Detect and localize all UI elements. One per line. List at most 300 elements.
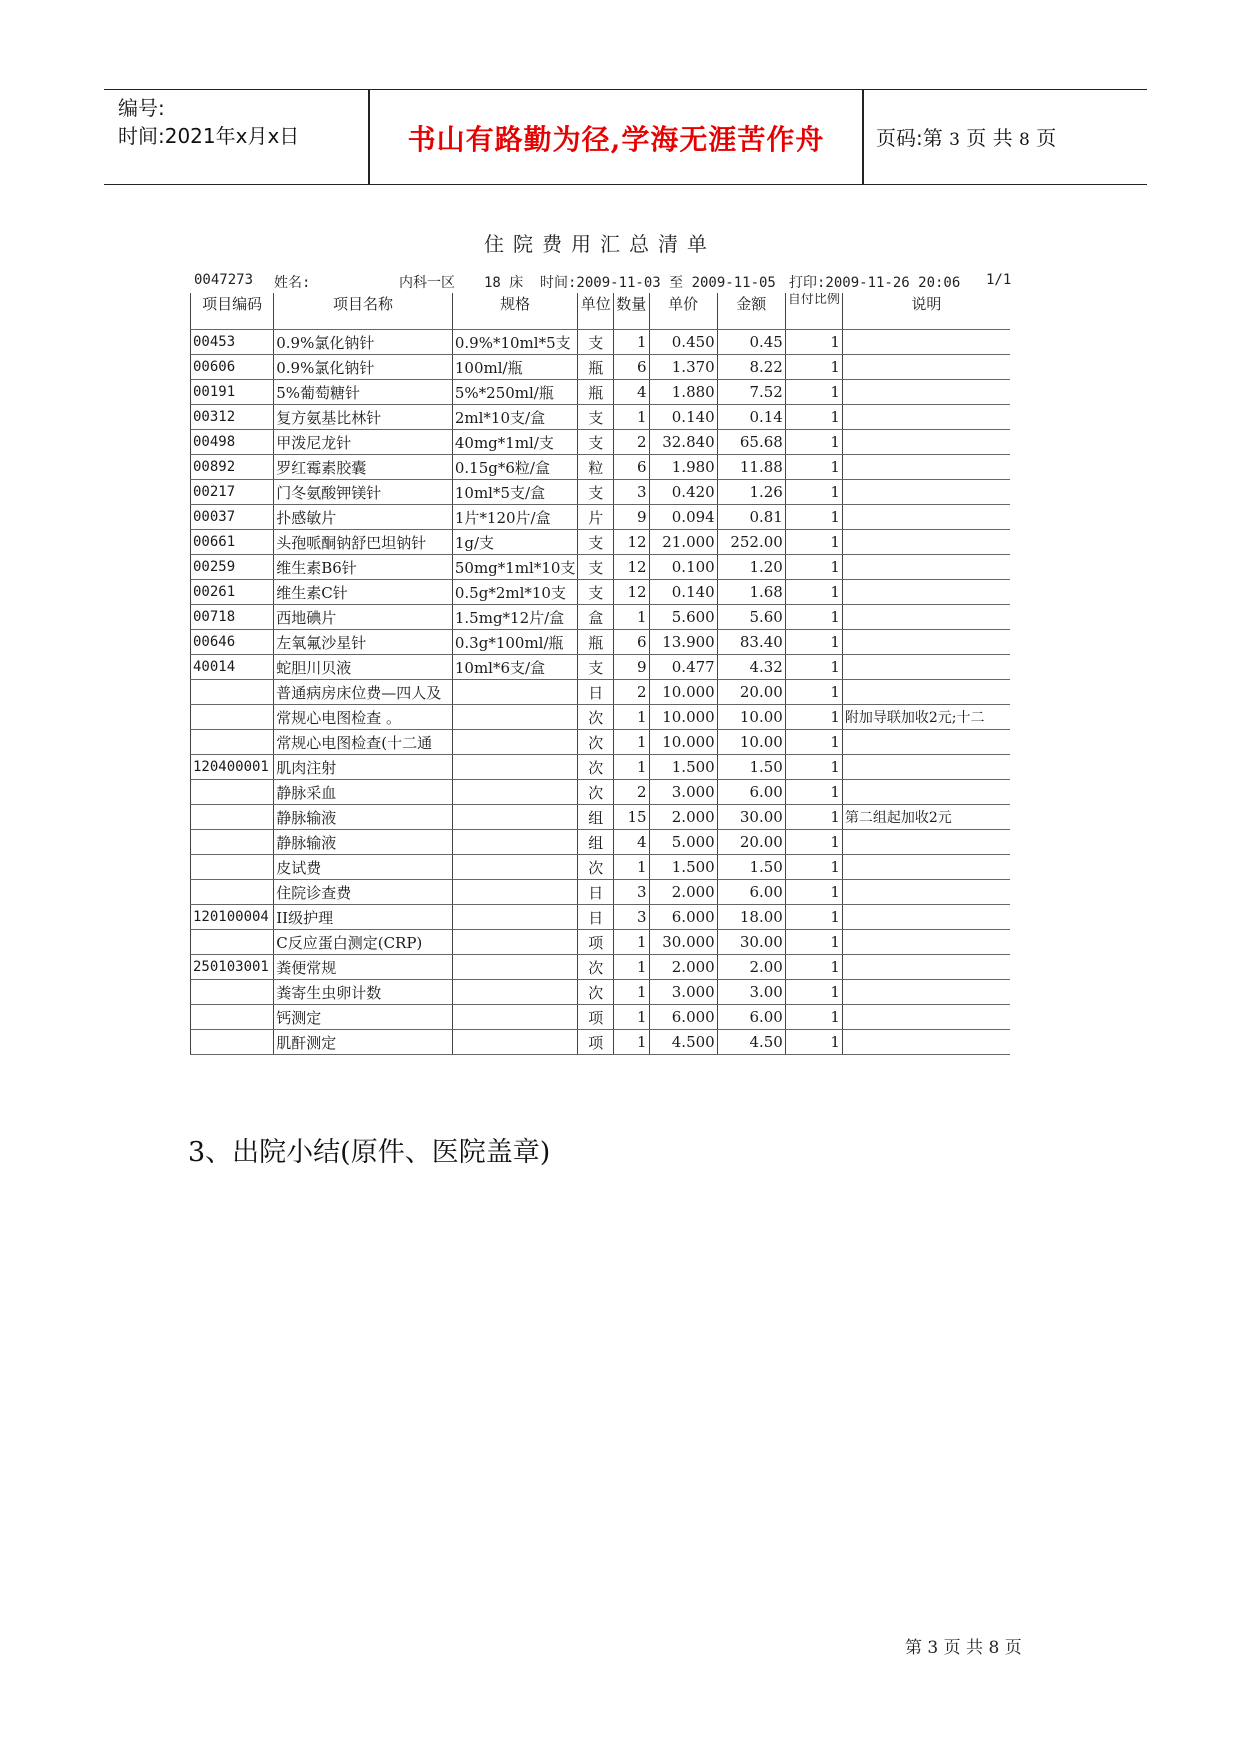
- table-cell: 5%葡萄糖针: [274, 380, 453, 405]
- table-cell: [191, 980, 274, 1005]
- table-cell: 1: [785, 505, 842, 530]
- table-cell: 支: [578, 480, 614, 505]
- table-cell: 15: [614, 805, 650, 830]
- table-cell: [191, 705, 274, 730]
- table-row: [191, 880, 1011, 905]
- table-cell: 10.00: [717, 705, 785, 730]
- table-cell: 1: [785, 430, 842, 455]
- table-cell: 3.000: [649, 980, 717, 1005]
- table-cell: C反应蛋白测定(CRP): [274, 930, 453, 955]
- table-cell: 1: [785, 330, 842, 355]
- table-cell: 支: [578, 655, 614, 680]
- table-cell: 日: [578, 880, 614, 905]
- table-cell: 1: [614, 405, 650, 430]
- column-header: 单价: [649, 293, 717, 330]
- table-cell: 2.000: [649, 955, 717, 980]
- table-cell: 盒: [578, 605, 614, 630]
- table-cell: 日: [578, 905, 614, 930]
- table-cell: 5.600: [649, 605, 717, 630]
- table-row: [191, 780, 1011, 805]
- table-cell: 40014: [191, 655, 274, 680]
- table-cell: 1: [785, 605, 842, 630]
- table-cell: 0.100: [649, 555, 717, 580]
- table-cell: 组: [578, 830, 614, 855]
- table-cell: 12: [614, 530, 650, 555]
- table-cell: 1: [785, 405, 842, 430]
- table-cell: 门冬氨酸钾镁针: [274, 480, 453, 505]
- table-cell: 0.9%氯化钠针: [274, 355, 453, 380]
- table-cell: 0.420: [649, 480, 717, 505]
- table-cell: 1: [785, 705, 842, 730]
- table-cell: [842, 1030, 1010, 1055]
- table-cell: 蛇胆川贝液: [274, 655, 453, 680]
- table-cell: [842, 880, 1010, 905]
- table-cell: 1.50: [717, 755, 785, 780]
- table-cell: 00217: [191, 480, 274, 505]
- table-cell: [452, 980, 578, 1005]
- table-cell: 2.000: [649, 880, 717, 905]
- table-row: [191, 380, 1011, 405]
- table-cell: [842, 755, 1010, 780]
- table-cell: 维生素B6针: [274, 555, 453, 580]
- table-cell: 片: [578, 505, 614, 530]
- table-row: [191, 505, 1011, 530]
- column-header: 规格: [452, 293, 578, 330]
- table-cell: 0.140: [649, 405, 717, 430]
- table-cell: [842, 655, 1010, 680]
- table-cell: 10.000: [649, 680, 717, 705]
- table-cell: 左氧氟沙星针: [274, 630, 453, 655]
- table-cell: 1: [785, 880, 842, 905]
- table-cell: 住院诊查费: [274, 880, 453, 905]
- table-cell: 1.500: [649, 755, 717, 780]
- table-cell: 5.000: [649, 830, 717, 855]
- table-cell: [842, 780, 1010, 805]
- table-cell: [842, 855, 1010, 880]
- footer-current: 3: [927, 1638, 939, 1658]
- table-cell: 21.000: [649, 530, 717, 555]
- table-cell: 1片*120片/盒: [452, 505, 578, 530]
- table-cell: [842, 480, 1010, 505]
- table-cell: 皮试费: [274, 855, 453, 880]
- table-cell: 1.68: [717, 580, 785, 605]
- header-page-indicator: [876, 122, 1056, 151]
- page-footer: [905, 1633, 1022, 1658]
- table-cell: 4.500: [649, 1030, 717, 1055]
- table-cell: 1: [614, 605, 650, 630]
- table-row: [191, 405, 1011, 430]
- table-cell: [452, 905, 578, 930]
- table-cell: 1.20: [717, 555, 785, 580]
- table-cell: [191, 680, 274, 705]
- table-row: [191, 930, 1011, 955]
- table-cell: 7.52: [717, 380, 785, 405]
- table-cell: 00892: [191, 455, 274, 480]
- table-cell: [452, 805, 578, 830]
- table-cell: [191, 855, 274, 880]
- table-cell: 6.000: [649, 1005, 717, 1030]
- table-cell: 普通病房床位费—四人及: [274, 680, 453, 705]
- table-cell: 30.000: [649, 930, 717, 955]
- table-cell: 扑感敏片: [274, 505, 453, 530]
- table-cell: 0.45: [717, 330, 785, 355]
- table-cell: 1: [614, 955, 650, 980]
- table-cell: [452, 730, 578, 755]
- table-cell: 1: [614, 930, 650, 955]
- table-cell: 支: [578, 330, 614, 355]
- fee-table-header: [191, 293, 1011, 330]
- column-header: 项目名称: [274, 293, 453, 330]
- table-cell: 3: [614, 880, 650, 905]
- table-row: [191, 555, 1011, 580]
- table-cell: 静脉输液: [274, 830, 453, 855]
- table-cell: 甲泼尼龙针: [274, 430, 453, 455]
- table-cell: 3: [614, 905, 650, 930]
- table-cell: 0.477: [649, 655, 717, 680]
- footer-suffix: 页: [1004, 1638, 1022, 1658]
- table-row: [191, 680, 1011, 705]
- table-cell: 32.840: [649, 430, 717, 455]
- table-cell: 2: [614, 680, 650, 705]
- table-cell: 00312: [191, 405, 274, 430]
- table-cell: 1: [785, 655, 842, 680]
- table-row: [191, 830, 1011, 855]
- table-cell: 粒: [578, 455, 614, 480]
- column-header: 说明: [842, 293, 1010, 330]
- table-cell: 1.5mg*12片/盒: [452, 605, 578, 630]
- bed-number: 18 床: [484, 275, 524, 291]
- table-cell: 西地碘片: [274, 605, 453, 630]
- column-header: 单位: [578, 293, 614, 330]
- table-cell: [842, 455, 1010, 480]
- table-cell: 20.00: [717, 830, 785, 855]
- table-cell: 252.00: [717, 530, 785, 555]
- table-cell: 5%*250ml/瓶: [452, 380, 578, 405]
- document-header: [104, 89, 1147, 185]
- table-cell: 1: [785, 630, 842, 655]
- number-label: 编号:: [118, 96, 165, 120]
- table-cell: 6.00: [717, 780, 785, 805]
- table-row: [191, 455, 1011, 480]
- footer-mid: 页 共: [943, 1638, 984, 1658]
- table-cell: 附加导联加收2元;十二: [842, 705, 1010, 730]
- table-cell: 3.000: [649, 780, 717, 805]
- table-cell: 6: [614, 355, 650, 380]
- table-cell: 1.26: [717, 480, 785, 505]
- footer-prefix: 第: [905, 1638, 922, 1658]
- table-cell: 10.00: [717, 730, 785, 755]
- table-cell: 1: [785, 930, 842, 955]
- table-cell: 项: [578, 930, 614, 955]
- table-cell: 1: [614, 980, 650, 1005]
- table-cell: 4: [614, 380, 650, 405]
- table-cell: 3: [614, 480, 650, 505]
- fee-table: [190, 293, 1010, 1055]
- table-cell: 1.50: [717, 855, 785, 880]
- table-row: [191, 1005, 1011, 1030]
- table-cell: 1.370: [649, 355, 717, 380]
- table-cell: 9: [614, 505, 650, 530]
- table-cell: 粪便常规: [274, 955, 453, 980]
- table-cell: [191, 930, 274, 955]
- table-cell: 30.00: [717, 930, 785, 955]
- table-cell: 2: [614, 430, 650, 455]
- table-cell: 10.000: [649, 705, 717, 730]
- table-cell: 20.00: [717, 680, 785, 705]
- table-cell: 维生素C针: [274, 580, 453, 605]
- table-cell: 0.3g*100ml/瓶: [452, 630, 578, 655]
- table-cell: 2: [614, 780, 650, 805]
- table-row: [191, 905, 1011, 930]
- table-cell: 次: [578, 780, 614, 805]
- table-cell: 1: [614, 730, 650, 755]
- table-cell: 1: [614, 1005, 650, 1030]
- table-row: [191, 730, 1011, 755]
- table-cell: 1: [785, 855, 842, 880]
- page-prefix: 页码:第: [876, 126, 943, 150]
- table-cell: 1: [614, 755, 650, 780]
- table-cell: 瓶: [578, 380, 614, 405]
- table-row: [191, 955, 1011, 980]
- table-cell: 钙测定: [274, 1005, 453, 1030]
- table-row: [191, 330, 1011, 355]
- table-cell: 粪寄生虫卵计数: [274, 980, 453, 1005]
- table-cell: 00661: [191, 530, 274, 555]
- table-cell: [842, 830, 1010, 855]
- table-cell: 12: [614, 580, 650, 605]
- column-header: 金额: [717, 293, 785, 330]
- table-row: [191, 355, 1011, 380]
- table-cell: 1: [785, 980, 842, 1005]
- table-cell: [191, 780, 274, 805]
- table-cell: 1.980: [649, 455, 717, 480]
- table-row: [191, 430, 1011, 455]
- table-cell: 0.14: [717, 405, 785, 430]
- table-cell: 项: [578, 1005, 614, 1030]
- table-cell: 00261: [191, 580, 274, 605]
- table-cell: [842, 505, 1010, 530]
- table-cell: 1: [785, 805, 842, 830]
- table-cell: 支: [578, 405, 614, 430]
- table-cell: [842, 930, 1010, 955]
- table-cell: 6.00: [717, 880, 785, 905]
- table-row: [191, 480, 1011, 505]
- table-cell: 00606: [191, 355, 274, 380]
- table-row: [191, 805, 1011, 830]
- table-cell: [452, 780, 578, 805]
- table-cell: [842, 380, 1010, 405]
- table-cell: 10ml*6支/盒: [452, 655, 578, 680]
- table-cell: 0.15g*6粒/盒: [452, 455, 578, 480]
- table-cell: 支: [578, 580, 614, 605]
- table-cell: 1.500: [649, 855, 717, 880]
- table-cell: 0.9%氯化钠针: [274, 330, 453, 355]
- table-cell: 2.000: [649, 805, 717, 830]
- table-cell: 1: [785, 580, 842, 605]
- table-cell: 次: [578, 705, 614, 730]
- table-cell: 00453: [191, 330, 274, 355]
- table-cell: [842, 730, 1010, 755]
- table-cell: 18.00: [717, 905, 785, 930]
- table-cell: [452, 705, 578, 730]
- table-cell: 常规心电图检查 。: [274, 705, 453, 730]
- table-cell: [452, 880, 578, 905]
- table-cell: 1: [785, 455, 842, 480]
- column-header: 项目编码: [191, 293, 274, 330]
- table-cell: 1: [614, 330, 650, 355]
- table-cell: 10.000: [649, 730, 717, 755]
- table-cell: 0.81: [717, 505, 785, 530]
- table-cell: 4.50: [717, 1030, 785, 1055]
- table-cell: 6.00: [717, 1005, 785, 1030]
- table-cell: [191, 1005, 274, 1030]
- table-cell: 0.5g*2ml*10支: [452, 580, 578, 605]
- table-cell: [191, 730, 274, 755]
- table-cell: [842, 330, 1010, 355]
- table-cell: 8.22: [717, 355, 785, 380]
- table-cell: 00191: [191, 380, 274, 405]
- table-cell: [842, 955, 1010, 980]
- table-cell: 静脉输液: [274, 805, 453, 830]
- table-cell: 2.00: [717, 955, 785, 980]
- table-row: [191, 980, 1011, 1005]
- table-cell: 1: [785, 1005, 842, 1030]
- table-cell: 0.094: [649, 505, 717, 530]
- table-cell: [842, 905, 1010, 930]
- table-cell: 10ml*5支/盒: [452, 480, 578, 505]
- footer-total: 8: [988, 1638, 1000, 1658]
- section-discharge-summary: 3、出院小结(原件、医院盖章): [188, 1137, 551, 1168]
- table-cell: 次: [578, 980, 614, 1005]
- table-cell: 1: [785, 780, 842, 805]
- table-cell: 9: [614, 655, 650, 680]
- table-cell: 1: [614, 1030, 650, 1055]
- table-cell: [842, 430, 1010, 455]
- table-cell: [842, 630, 1010, 655]
- table-cell: 120400001: [191, 755, 274, 780]
- header-left: [118, 94, 299, 150]
- table-cell: 肌酐测定: [274, 1030, 453, 1055]
- name-label: 姓名:: [274, 275, 311, 291]
- table-cell: 瓶: [578, 355, 614, 380]
- table-cell: 00498: [191, 430, 274, 455]
- table-cell: 组: [578, 805, 614, 830]
- table-cell: 0.140: [649, 580, 717, 605]
- table-cell: 1: [785, 730, 842, 755]
- table-row: [191, 1030, 1011, 1055]
- table-cell: [842, 980, 1010, 1005]
- table-row: [191, 655, 1011, 680]
- table-row: [191, 580, 1011, 605]
- table-cell: 支: [578, 430, 614, 455]
- table-cell: [842, 580, 1010, 605]
- header-motto: 书山有路勤为径,学海无涯苦作舟: [407, 123, 825, 156]
- table-row: [191, 855, 1011, 880]
- table-cell: [842, 680, 1010, 705]
- table-cell: 1: [785, 530, 842, 555]
- list-title: 住院费用汇总清单: [484, 232, 716, 256]
- table-cell: 00718: [191, 605, 274, 630]
- table-cell: [452, 680, 578, 705]
- table-cell: 65.68: [717, 430, 785, 455]
- table-cell: 1: [785, 480, 842, 505]
- table-cell: 4.32: [717, 655, 785, 680]
- table-cell: 1: [614, 855, 650, 880]
- table-cell: 瓶: [578, 630, 614, 655]
- table-cell: [842, 605, 1010, 630]
- table-cell: II级护理: [274, 905, 453, 930]
- header-divider: [862, 90, 864, 184]
- table-cell: [452, 855, 578, 880]
- table-cell: 2ml*10支/盒: [452, 405, 578, 430]
- table-cell: 6.000: [649, 905, 717, 930]
- table-cell: [452, 1005, 578, 1030]
- table-cell: 静脉采血: [274, 780, 453, 805]
- table-cell: 1: [614, 705, 650, 730]
- table-cell: 次: [578, 755, 614, 780]
- list-page: 1/1: [986, 272, 1012, 288]
- table-row: [191, 705, 1011, 730]
- page-mid: 页 共: [966, 126, 1013, 150]
- table-cell: 1: [785, 905, 842, 930]
- table-cell: 次: [578, 955, 614, 980]
- table-cell: 次: [578, 855, 614, 880]
- table-cell: 复方氨基比林针: [274, 405, 453, 430]
- fee-table-body: [191, 330, 1011, 1055]
- table-cell: [191, 830, 274, 855]
- stay-period: 时间:2009-11-03 至 2009-11-05: [540, 275, 776, 291]
- table-cell: 1: [785, 380, 842, 405]
- table-cell: [191, 805, 274, 830]
- time-label: 时间:2021年x月x日: [118, 124, 300, 148]
- table-cell: 00646: [191, 630, 274, 655]
- table-cell: 肌肉注射: [274, 755, 453, 780]
- table-cell: 83.40: [717, 630, 785, 655]
- table-row: [191, 530, 1011, 555]
- table-cell: 头孢哌酮钠舒巴坦钠针: [274, 530, 453, 555]
- table-cell: 4: [614, 830, 650, 855]
- table-cell: 支: [578, 555, 614, 580]
- table-cell: 6: [614, 455, 650, 480]
- table-cell: 次: [578, 730, 614, 755]
- table-cell: 5.60: [717, 605, 785, 630]
- print-time: 打印:2009-11-26 20:06: [789, 275, 961, 291]
- table-cell: 100ml/瓶: [452, 355, 578, 380]
- patient-id: 0047273: [194, 272, 254, 288]
- table-cell: [842, 555, 1010, 580]
- table-cell: 1.880: [649, 380, 717, 405]
- page-suffix: 页: [1036, 126, 1057, 150]
- table-cell: 12: [614, 555, 650, 580]
- table-cell: 罗红霉素胶囊: [274, 455, 453, 480]
- table-row: [191, 605, 1011, 630]
- table-cell: [452, 930, 578, 955]
- table-cell: 30.00: [717, 805, 785, 830]
- table-cell: 50mg*1ml*10支: [452, 555, 578, 580]
- table-cell: 1: [785, 830, 842, 855]
- table-cell: 1: [785, 1030, 842, 1055]
- table-cell: 00259: [191, 555, 274, 580]
- page-total: 8: [1019, 130, 1030, 150]
- table-cell: [842, 355, 1010, 380]
- table-cell: 40mg*1ml/支: [452, 430, 578, 455]
- table-cell: [452, 955, 578, 980]
- table-cell: 1: [785, 555, 842, 580]
- table-cell: [842, 405, 1010, 430]
- table-cell: [842, 530, 1010, 555]
- table-cell: 3.00: [717, 980, 785, 1005]
- table-cell: 13.900: [649, 630, 717, 655]
